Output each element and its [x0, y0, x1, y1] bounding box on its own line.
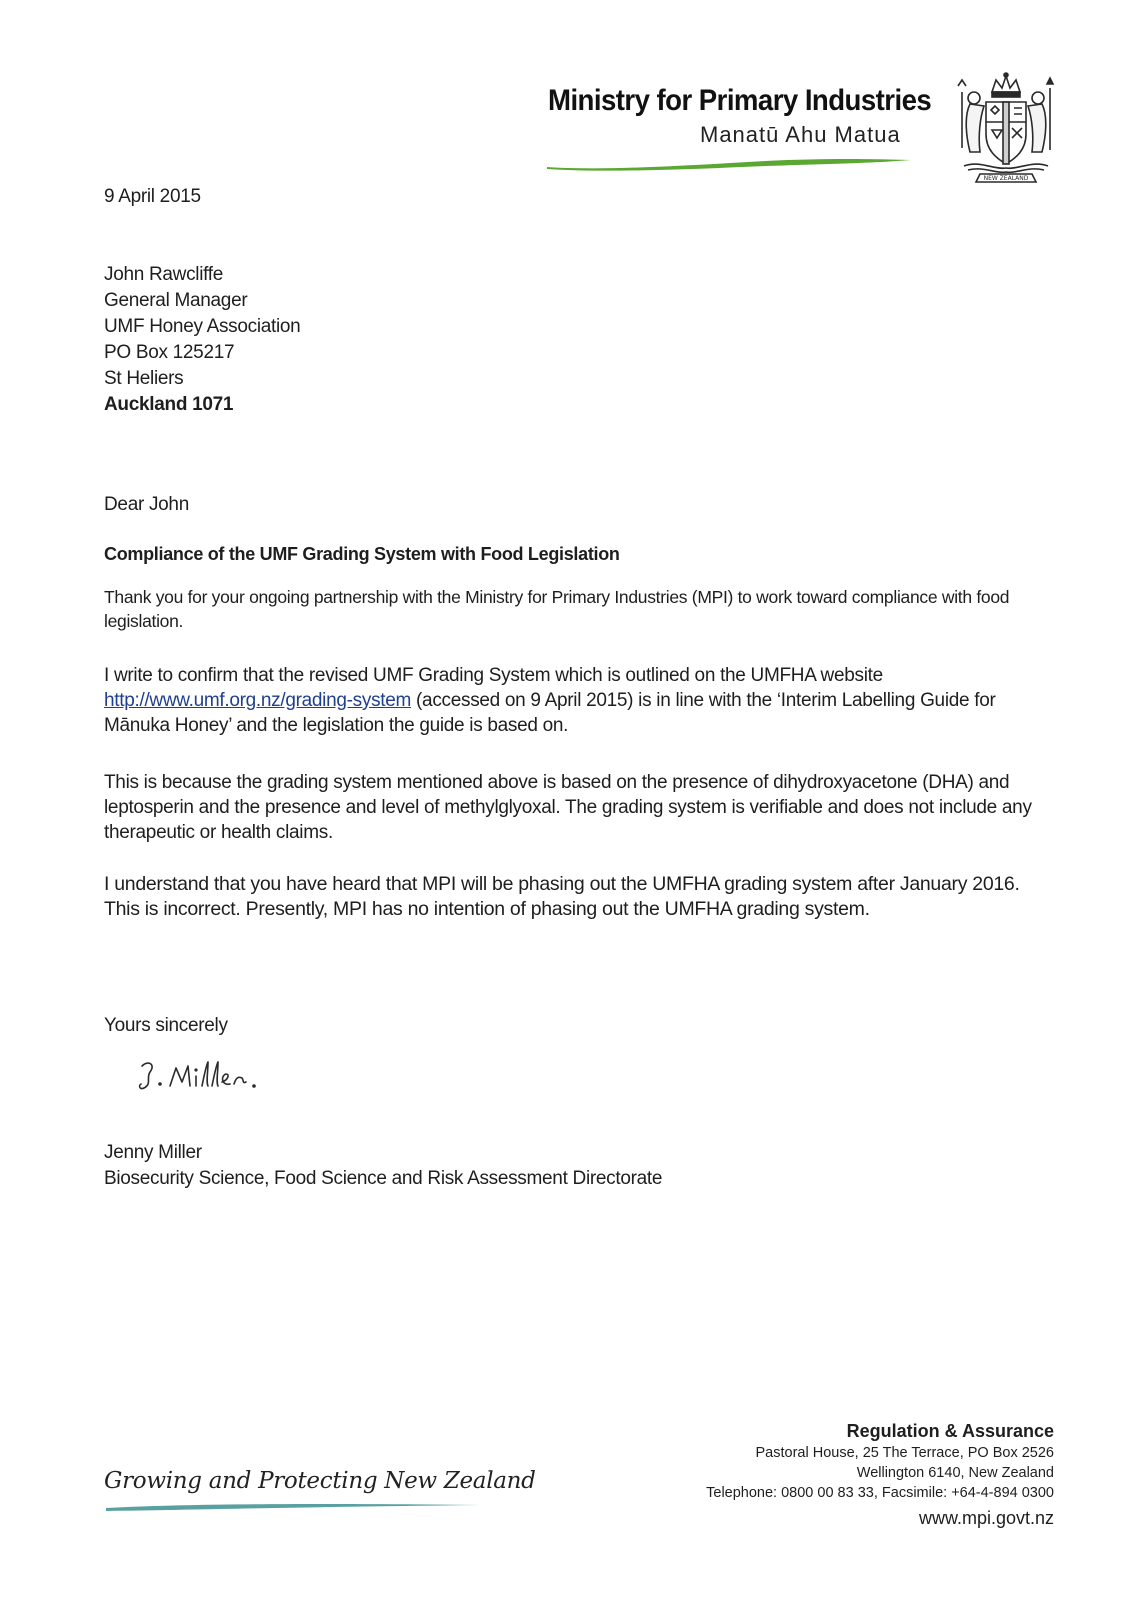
footer-website-link[interactable]: www.mpi.govt.nz — [918, 1508, 1054, 1528]
paragraph-2 — [104, 663, 1044, 738]
signature — [138, 1058, 268, 1094]
ministry-maori-name: Manatū Ahu Matua — [700, 122, 901, 147]
footer-address-2: Wellington 6140, New Zealand — [856, 1465, 1054, 1481]
paragraph-4: I understand that you have heard that MPI will be phasing out the UMFHA grading system after January 2016. This is incorrect. Presently, MPI has no intention of phasing out the UMFHA grading system. — [104, 873, 1020, 920]
recipient-po-box: PO Box 125217 — [104, 342, 235, 363]
paragraph-2-rest: (accessed on 9 April 2015) is in line with the ‘Interim Labelling Guide for Mānuka Honey’ and the legislation the guide is based on. — [104, 690, 996, 736]
coat-of-arms-icon — [950, 70, 1062, 188]
header-swoosh — [545, 155, 915, 175]
paragraph-3: This is because the grading system mentioned above is based on the presence of dihydroxyacetone (DHA) and leptosperin and the presence and level of methylglyoxal. The grading system is verifiable and does not include any therapeutic or health claims. — [104, 772, 1032, 843]
grading-system-link[interactable]: http://www.umf.org.nz/grading-system — [104, 690, 412, 711]
salutation: Dear John — [104, 494, 189, 515]
signer-block — [104, 1140, 662, 1192]
recipient-organisation: UMF Honey Association — [104, 316, 301, 337]
crest-label: NEW ZEALAND — [983, 175, 1029, 182]
signer-name: Jenny Miller — [104, 1142, 202, 1163]
footer-contact — [706, 1419, 1054, 1531]
recipient-city: Auckland 1071 — [104, 394, 234, 415]
footer-tagline: Growing and Protecting New Zealand — [104, 1468, 536, 1494]
footer-swoosh — [104, 1500, 484, 1514]
closing: Yours sincerely — [104, 1015, 228, 1036]
recipient-title: General Manager — [104, 290, 248, 311]
footer-address-1: Pastoral House, 25 The Terrace, PO Box 2526 — [755, 1445, 1054, 1461]
recipient-suburb: St Heliers — [104, 368, 184, 389]
footer-phone-fax: Telephone: 0800 00 83 33, Facsimile: +64-4-894 0300 — [706, 1485, 1054, 1501]
signer-title: Biosecurity Science, Food Science and Risk Assessment Directorate — [104, 1168, 663, 1189]
recipient-address — [104, 262, 300, 418]
letter-subject: Compliance of the UMF Grading System with Food Legislation — [104, 544, 620, 564]
footer-department: Regulation & Assurance — [846, 1421, 1054, 1441]
ministry-name: Ministry for Primary Industries — [548, 84, 932, 117]
recipient-name: John Rawcliffe — [104, 264, 224, 285]
paragraph-1: Thank you for your ongoing partnership with the Ministry for Primary Industries (MPI) to work toward compliance with food legislation. — [104, 587, 1010, 631]
paragraph-2-intro: I write to confirm that the revised UMF Grading System which is outlined on the UMFHA website — [104, 665, 883, 686]
letter-date: 9 April 2015 — [104, 186, 201, 207]
